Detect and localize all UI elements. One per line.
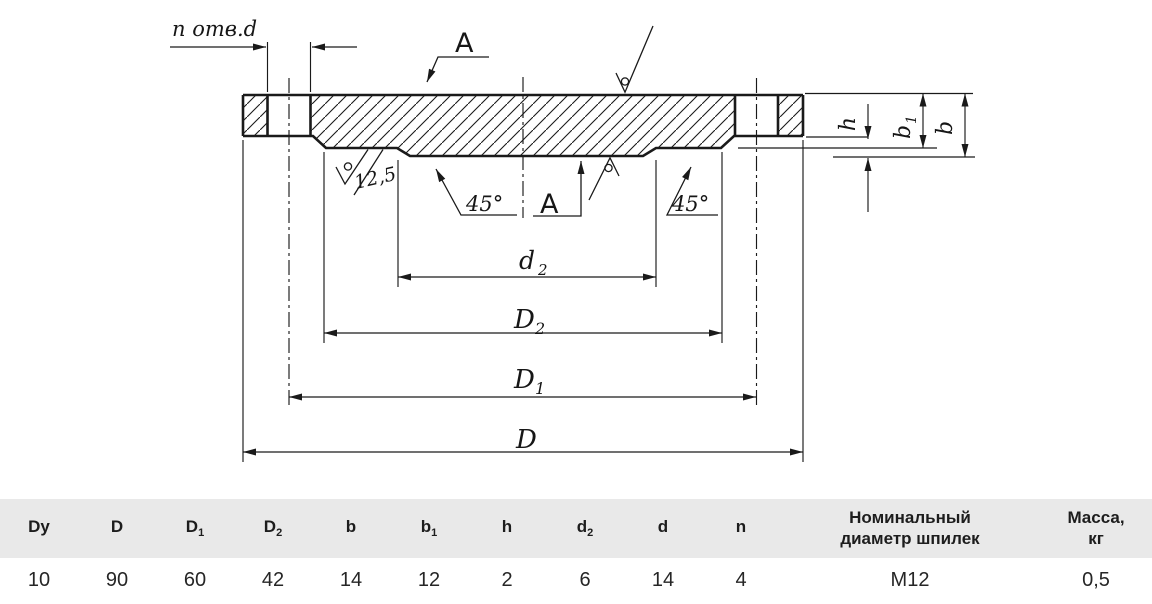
table-cell-b: 14 xyxy=(339,569,363,592)
dim-label-b-group xyxy=(933,121,958,135)
chamfer-left-label: 45° xyxy=(466,192,504,216)
roughness-top-icon xyxy=(616,26,653,92)
dim-label-h: h xyxy=(836,116,861,132)
roughness-bottom-center-icon xyxy=(589,158,619,200)
table-header-mass: Масса, кг xyxy=(1067,508,1125,548)
callout-roughness-12-5 xyxy=(352,150,398,196)
callout-45-right xyxy=(667,167,718,216)
table-cell-d-outer: 90 xyxy=(105,569,129,592)
dim-label-D2: D xyxy=(514,305,535,335)
roughness-value-label: 12,5 xyxy=(352,162,399,194)
table-cell-d1: 60 xyxy=(183,569,207,592)
table-header-d2-small: $d_2$ xyxy=(576,517,594,540)
table-cell-b1: 12 xyxy=(417,569,441,592)
callout-A-bottom xyxy=(533,161,581,220)
table-cell-d2-small: 6 xyxy=(579,569,591,592)
table-header-d2-cap: $D_2$ xyxy=(263,517,283,540)
table-header-d1: $D_1$ xyxy=(185,517,205,540)
section-A-top-label: A xyxy=(455,28,474,59)
holes-note-label: n отв.d xyxy=(172,17,258,41)
dim-label-b1: b xyxy=(891,124,916,139)
table-cell-n: 4 xyxy=(735,569,747,592)
dim-label-d2: d xyxy=(519,246,536,275)
table-header-b1: $b_1$ xyxy=(420,517,438,540)
table-cell-mass: 0,5 xyxy=(1082,569,1110,592)
table-header-n: n xyxy=(735,517,747,537)
table-header-row xyxy=(0,499,1152,558)
table-cell-h: 2 xyxy=(501,569,513,592)
dim-label-D: D xyxy=(516,425,537,455)
chamfer-right-label: 45° xyxy=(672,192,710,216)
table-header-dy: Dy xyxy=(28,517,50,537)
dimensions-table xyxy=(0,499,1152,604)
table-header-d-hole: d xyxy=(657,517,669,537)
table-header-d-outer: D xyxy=(110,517,124,537)
dim-label-D1: D xyxy=(514,365,535,395)
table-cell-dy: 10 xyxy=(27,569,51,592)
callout-45-left xyxy=(436,169,517,216)
dim-label-d2-sub: 2 xyxy=(538,261,548,279)
table-header-b: b xyxy=(345,517,357,537)
section-A-bottom-label: A xyxy=(540,189,559,220)
hatch-left-rim xyxy=(243,95,268,136)
dim-label-b: b xyxy=(933,120,958,136)
dim-label-b1-group xyxy=(891,115,920,139)
dim-label-h-group xyxy=(836,117,861,131)
dim-label-b1-sub: 1 xyxy=(904,115,920,124)
callout-A-top xyxy=(427,28,489,82)
table-header-stud-diameter: Номинальный диаметр шпилек xyxy=(840,508,980,548)
dim-label-D2-sub: 2 xyxy=(535,319,546,338)
hatch-right-rim xyxy=(778,95,803,136)
table-cell-d-hole: 14 xyxy=(651,569,675,592)
table-cell-stud-diameter: М12 xyxy=(890,569,930,592)
table-value-row xyxy=(0,558,1152,604)
dim-label-D1-sub: 1 xyxy=(535,379,546,398)
table-header-h: h xyxy=(501,517,513,537)
table-cell-d2-cap: 42 xyxy=(261,569,285,592)
